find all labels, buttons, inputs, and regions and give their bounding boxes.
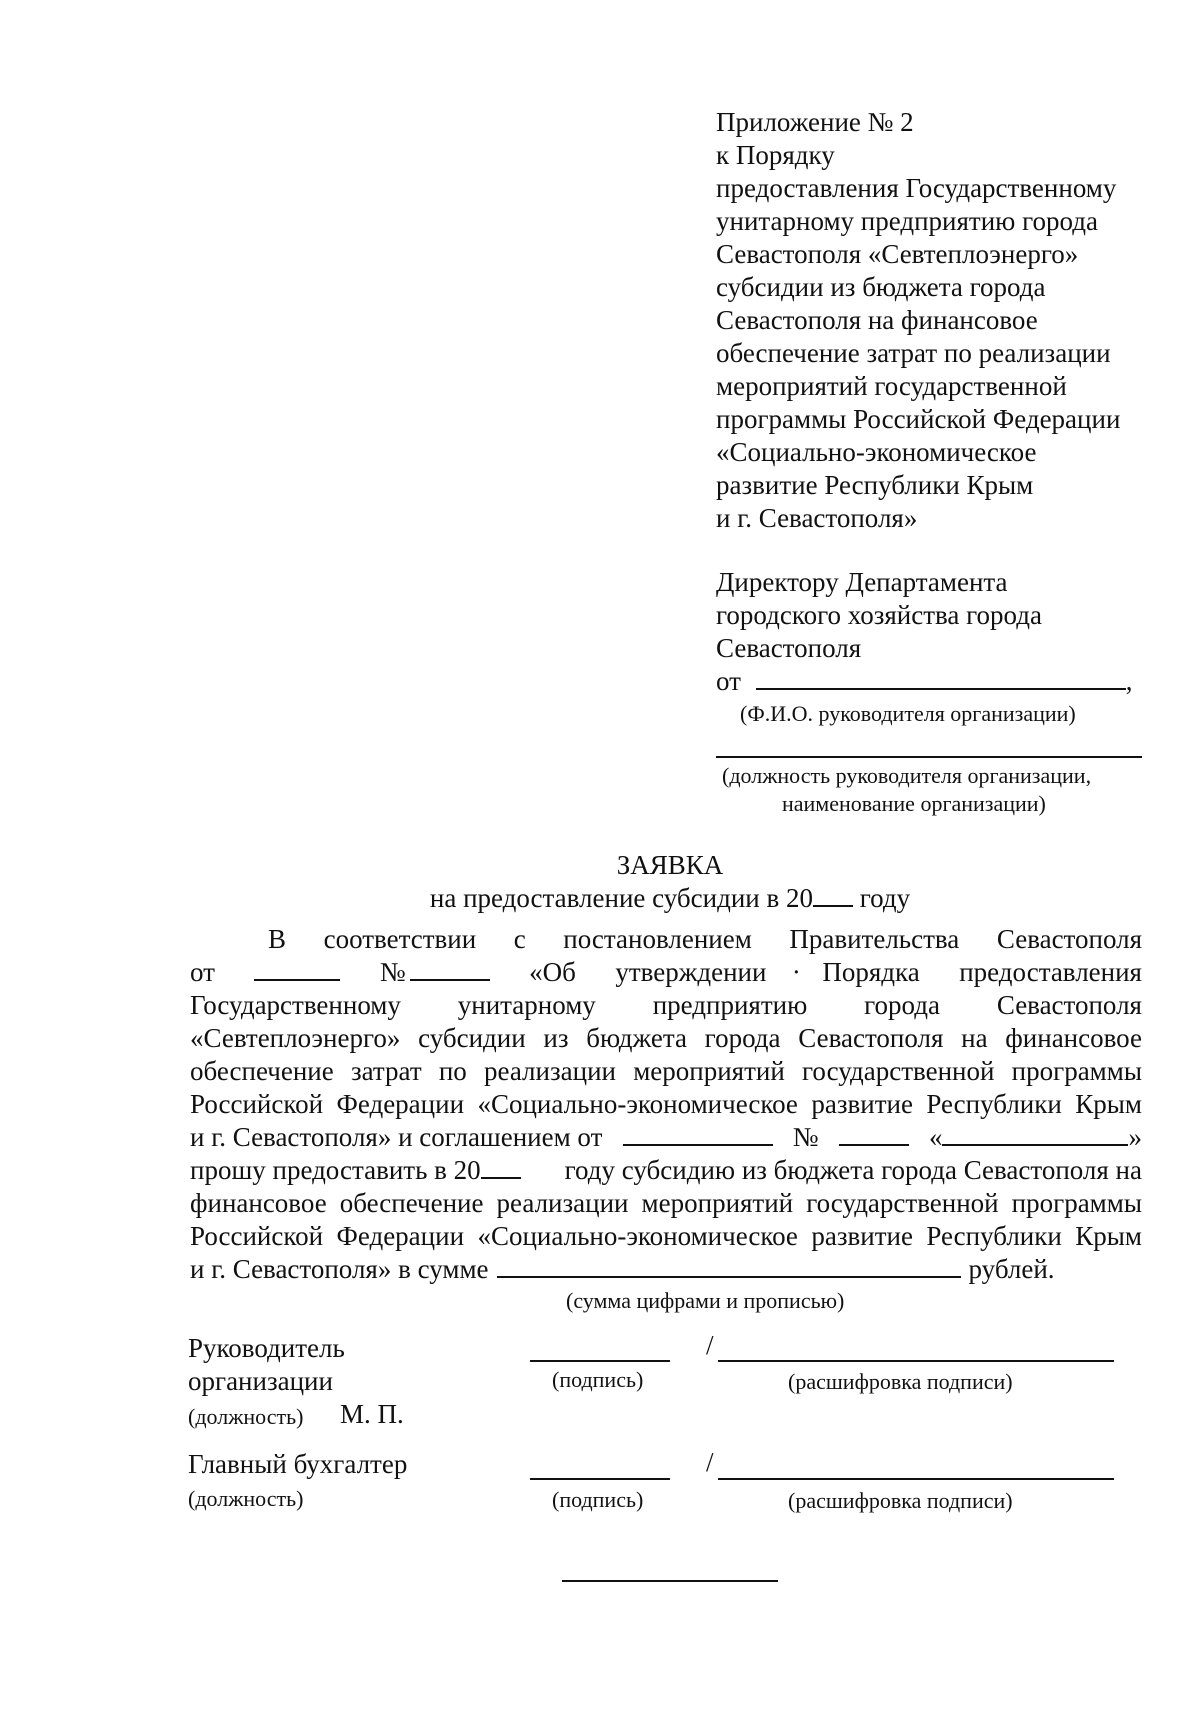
addressee-line: Севастополя bbox=[716, 633, 862, 663]
addressee-line: городского хозяйства города bbox=[716, 600, 1043, 630]
body-word: · bbox=[791, 957, 801, 987]
fio-caption: (Ф.И.О. руководителя организации) bbox=[740, 701, 1076, 726]
body-line-4: «Севтеплоэнерго» субсидии из бюджета города Севастополя на финансовое bbox=[190, 1023, 1142, 1053]
from-line bbox=[716, 665, 1132, 698]
appendix-line: субсидии из бюджета города bbox=[716, 272, 1046, 302]
body-word: предприятию bbox=[652, 990, 808, 1020]
appendix-line: обеспечение затрат по реализации bbox=[716, 338, 1111, 368]
resolution-number-blank[interactable] bbox=[410, 979, 490, 981]
body-word: Севастополя bbox=[996, 990, 1142, 1020]
accountant-decoding-caption: (расшифровка подписи) bbox=[788, 1488, 1013, 1513]
head-label-2: организации bbox=[188, 1366, 333, 1396]
appendix-line: «Социально-экономическое bbox=[716, 437, 1037, 467]
appendix-line: программы Российской Федерации bbox=[716, 404, 1121, 434]
close-quote: » bbox=[1128, 1122, 1142, 1152]
number-sign: № bbox=[792, 1122, 819, 1152]
sum-caption: (сумма цифрами и прописью) bbox=[566, 1288, 845, 1313]
body-word: Севастополя bbox=[996, 924, 1142, 954]
addressee-line: Директору Департамента bbox=[716, 567, 1008, 597]
body-word: В bbox=[268, 924, 287, 954]
sum-suffix: рублей. bbox=[968, 1254, 1055, 1284]
body-line-3 bbox=[190, 990, 1142, 1021]
accountant-slash: / bbox=[706, 1447, 714, 1477]
document-title: ЗАЯВКА bbox=[616, 850, 724, 880]
body-word: унитарному bbox=[457, 990, 596, 1020]
body-line-6: Российской Федерации «Социально-экономическое развитие Республики Крым bbox=[190, 1089, 1142, 1119]
subtitle-prefix: на предоставление субсидии в 20 bbox=[429, 883, 813, 913]
request-year-blank[interactable] bbox=[481, 1177, 521, 1179]
body-line-1 bbox=[268, 924, 1142, 955]
fio-blank[interactable] bbox=[756, 688, 1126, 690]
body-word: соответствии bbox=[323, 924, 477, 954]
request-prefix: прошу предоставить в 20 bbox=[190, 1155, 481, 1185]
accountant-signature-caption: (подпись) bbox=[552, 1487, 644, 1512]
body-word: Государственному bbox=[190, 990, 401, 1020]
head-decoding-blank[interactable] bbox=[718, 1360, 1114, 1362]
body-line-10: Российской Федерации «Социально-экономическое развитие Республики Крым bbox=[190, 1221, 1142, 1251]
body-line-2 bbox=[190, 957, 1142, 988]
appendix-line: мероприятий государственной bbox=[716, 371, 1067, 401]
open-quote: « bbox=[928, 1122, 943, 1152]
head-slash: / bbox=[706, 1330, 714, 1360]
agreement-name bbox=[929, 1122, 1142, 1153]
accountant-decoding-blank[interactable] bbox=[718, 1478, 1114, 1480]
sum-prefix: и г. Севастополя» в сумме bbox=[190, 1254, 489, 1284]
addressee-block bbox=[716, 566, 1132, 698]
head-position-caption: (должность) bbox=[188, 1404, 304, 1429]
resolution-number bbox=[380, 957, 490, 988]
appendix-line: и г. Севастополя» bbox=[716, 503, 918, 533]
accountant-label: Главный бухгалтер bbox=[188, 1449, 408, 1479]
body-text: и г. Севастополя» и соглашением от bbox=[190, 1122, 603, 1152]
agreement-date-blank[interactable] bbox=[623, 1144, 773, 1146]
body-word: утверждении bbox=[615, 957, 767, 987]
agreement-number-blank[interactable] bbox=[839, 1144, 909, 1146]
from-prefix: от bbox=[716, 666, 741, 696]
appendix-line: развитие Республики Крым bbox=[716, 470, 1034, 500]
body-word: от bbox=[190, 957, 215, 987]
appendix-line: унитарному предприятию города bbox=[716, 206, 1098, 236]
body-word: Порядка bbox=[822, 957, 920, 987]
document-subtitle bbox=[0, 883, 1200, 914]
body-word: с bbox=[513, 924, 526, 954]
head-signature-caption: (подпись) bbox=[552, 1367, 644, 1392]
subtitle-suffix: году bbox=[859, 883, 911, 913]
body-line-7 bbox=[190, 1122, 1142, 1153]
body-word: Правительства bbox=[789, 924, 960, 954]
accountant-position-caption: (должность) bbox=[188, 1486, 304, 1511]
appendix-line: Севастополя «Севтеплоэнерго» bbox=[716, 239, 1079, 269]
year-blank[interactable] bbox=[813, 905, 853, 907]
body-word: постановлением bbox=[563, 924, 752, 954]
body-word: «Об bbox=[529, 957, 576, 987]
position-blank[interactable] bbox=[716, 756, 1142, 758]
request-suffix: году субсидию из бюджета города Севастополя на bbox=[564, 1155, 1142, 1185]
head-decoding-caption: (расшифровка подписи) bbox=[788, 1369, 1013, 1394]
position-caption-2: наименование организации) bbox=[782, 791, 1046, 816]
appendix-line: предоставления Государственному bbox=[716, 173, 1117, 203]
accountant-signature-blank[interactable] bbox=[530, 1478, 670, 1480]
resolution-date-blank[interactable] bbox=[254, 979, 340, 981]
sum-blank[interactable] bbox=[497, 1276, 961, 1278]
stamp-label: М. П. bbox=[340, 1399, 404, 1429]
appendix-line: Севастополя на финансовое bbox=[716, 305, 1038, 335]
closing-separator bbox=[562, 1580, 778, 1582]
body-line-8 bbox=[190, 1155, 1142, 1186]
position-caption-1: (должность руководителя организации, bbox=[722, 763, 1092, 788]
number-sign: № bbox=[379, 957, 406, 987]
appendix-line: Приложение № 2 bbox=[716, 107, 914, 137]
body-line-5: обеспечение затрат по реализации мероприятий государственной программы bbox=[190, 1056, 1142, 1086]
head-label-1: Руководитель bbox=[188, 1333, 345, 1363]
from-suffix: , bbox=[1125, 666, 1133, 696]
appendix-block bbox=[716, 106, 1120, 535]
body-word: города bbox=[864, 990, 940, 1020]
agreement-name-blank[interactable] bbox=[942, 1144, 1128, 1146]
head-signature-blank[interactable] bbox=[530, 1360, 670, 1362]
body-line-11 bbox=[190, 1254, 1070, 1285]
appendix-line: к Порядку bbox=[716, 140, 835, 170]
body-text bbox=[190, 1155, 521, 1186]
body-line-9: финансовое обеспечение реализации мероприятий государственной программы bbox=[190, 1188, 1142, 1218]
body-word: предоставления bbox=[959, 957, 1142, 987]
